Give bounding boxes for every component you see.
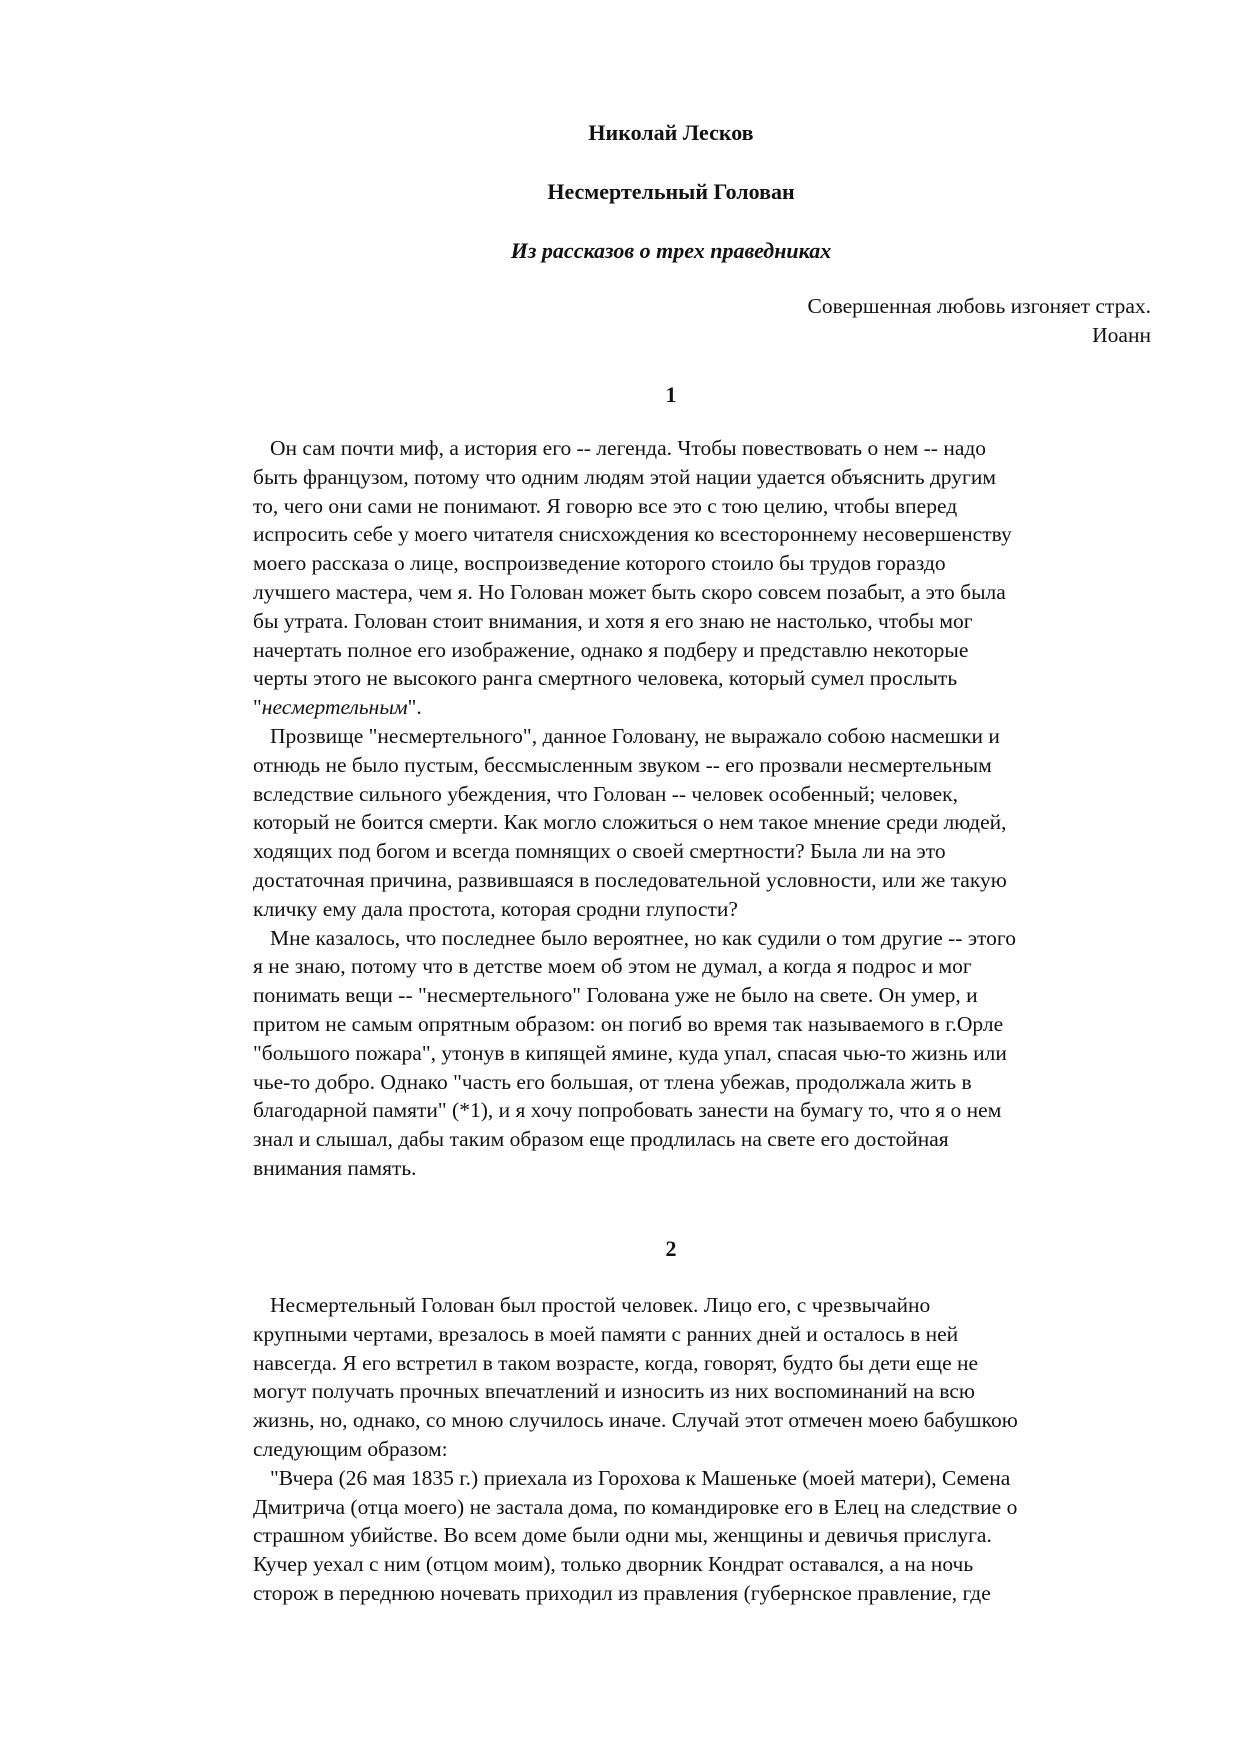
epigraph-attribution: Иоанн [1092, 323, 1151, 347]
text-line: крупными чертами, врезалось в моей памяти с ранних дней и осталось в ней [253, 1321, 959, 1346]
chapter-2-number: 2 [665, 1236, 677, 1261]
chapter-1-text [253, 434, 1153, 1183]
text-line: отнюдь не было пустым, бессмысленным звуком -- его прозвали несмертельным [253, 752, 992, 777]
text-line: навсегда. Я его встретил в таком возрасте, когда, говорят, будто бы дети еще не [253, 1350, 979, 1375]
text-line: Мне казалось, что последнее было вероятнее, но как судили о том другие -- этого [270, 925, 1016, 950]
text-line: то, чего они сами не понимают. Я говорю все это с тою целию, чтобы вперед [253, 493, 958, 518]
quote-open: " [253, 695, 262, 720]
text-line: Кучер уехал с ним (отцом моим), только дворник Кондрат оставался, а на ночь [253, 1552, 974, 1577]
chapter-1-number: 1 [665, 382, 677, 407]
text-line: Прозвище "несмертельного", данное Головану, не выражало собою насмешки и [270, 723, 1000, 748]
story-title: Несмертельный Голован [547, 179, 795, 204]
text-line: моего рассказа о лице, воспроизведение которого стоило бы трудов гораздо [253, 551, 946, 576]
text-line: благодарной памяти" (*1), и я хочу попробовать занести на бумагу то, что я о нем [253, 1098, 1002, 1123]
text-line: страшном убийстве. Во всем доме были одни мы, женщины и девичья прислуга. [253, 1523, 992, 1548]
text-line: который не боится смерти. Как могло сложиться о нем такое мнение среди людей, [253, 810, 1007, 835]
text-line: знал и слышал, дабы таким образом еще продлилась на свете его достойная [253, 1127, 949, 1152]
text-line: притом не самым опрятным образом: он погиб во время так называемого в г.Орле [253, 1011, 1004, 1036]
text-line: начертать полное его изображение, однако я подберу и представлю некоторые [253, 637, 969, 662]
author-name: Николай Лесков [588, 120, 754, 145]
text-line: ходящих под богом и всегда помнящих о своей смертности? Была ли на это [253, 839, 946, 864]
chapter-2-text [253, 1291, 1153, 1608]
text-line: следующим образом: [253, 1436, 448, 1461]
text-line: черты этого не высокого ранга смертного человека, который сумел прослыть [253, 666, 958, 691]
text-line: "Вчера (26 мая 1835 г.) приехала из Горохова к Машеньке (моей матери), Семена [270, 1465, 1011, 1490]
text-line: внимания память. [253, 1155, 417, 1180]
text-line: сторож в переднюю ночевать приходил из правления (губернское правление, где [253, 1580, 991, 1605]
italic-word: несмертельным [261, 695, 408, 720]
text-line: жизнь, но, однако, со мною случилось иначе. Случай этот отмечен моею бабушкою [253, 1408, 1018, 1433]
text-line: чье-то добро. Однако "часть его большая, от тлена убежав, продолжала жить в [253, 1069, 972, 1094]
text-line: кличку ему дала простота, которая сродни глупости? [253, 896, 738, 921]
text-line-quote [253, 693, 1153, 722]
text-line: вследствие сильного убеждения, что Голован -- человек особенный; человек, [253, 781, 958, 806]
text-line: испросить себе у моего читателя снисхождения ко всестороннему несовершенству [253, 522, 1012, 547]
story-subtitle: Из рассказов о трех праведниках [510, 238, 832, 263]
quote-close: ". [407, 695, 422, 720]
epigraph-text: Совершенная любовь изгоняет страх. [807, 294, 1151, 318]
text-line: "большого пожара", утонув в кипящей ямине, куда упал, спасая чью-то жизнь или [253, 1040, 1007, 1065]
text-line: достаточная причина, развившаяся в последовательной условности, или же такую [253, 867, 1007, 892]
text-line: понимать вещи -- "несмертельного" Голована уже не было на свете. Он умер, и [253, 983, 978, 1008]
epigraph [700, 292, 1151, 350]
text-line: я не знаю, потому что в детстве моем об этом не думал, а когда я подрос и мог [253, 954, 972, 979]
text-line: бы утрата. Голован стоит внимания, и хотя я его знаю не настолько, чтобы мог [253, 608, 973, 633]
text-line: Дмитрича (отца моего) не застала дома, по командировке его в Елец на следствие о [253, 1494, 1018, 1519]
text-line: Несмертельный Голован был простой человек. Лицо его, с чрезвычайно [270, 1293, 931, 1317]
text-line: быть французом, потому что одним людям этой нации удается объяснить другим [253, 464, 996, 489]
text-line: Он сам почти миф, а история его -- легенда. Чтобы повествовать о нем -- надо [270, 436, 987, 460]
text-line: могут получать прочных впечатлений и износить из них воспоминаний на всю [253, 1379, 975, 1404]
text-line: лучшего мастера, чем я. Но Голован может быть скоро совсем позабыт, а это была [253, 579, 1006, 604]
